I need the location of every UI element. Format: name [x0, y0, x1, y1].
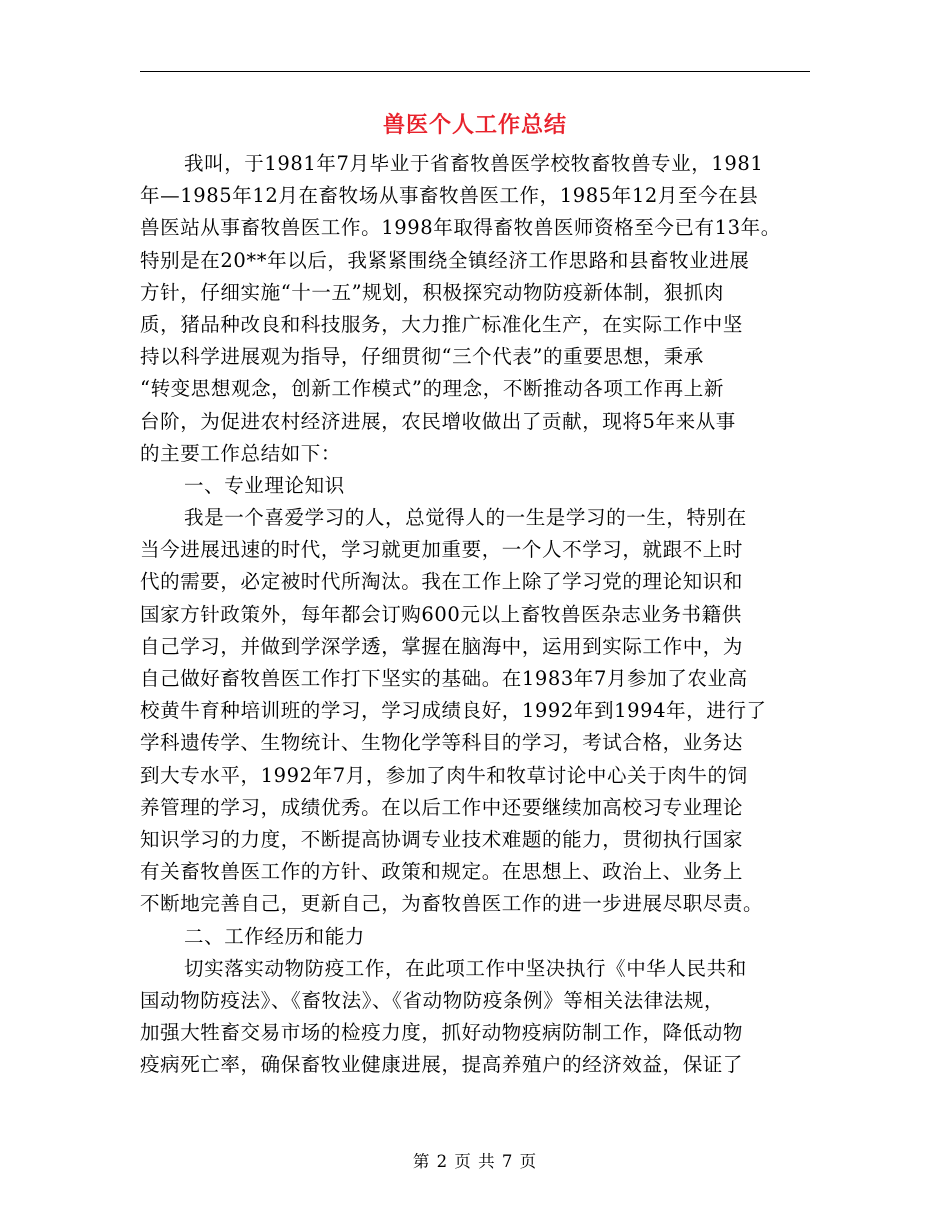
paragraph-line: 国家方针政策外，每年都会订购600元以上畜牧兽医杂志业务书籍供: [140, 602, 742, 626]
paragraph-line: 我叫，于1981年7月毕业于省畜牧兽医学校牧畜牧兽专业，1981: [184, 152, 764, 175]
paragraph-line: 养管理的学习，成绩优秀。在以后工作中还要继续加高校习专业理论: [140, 795, 744, 819]
paragraph-line: 有关畜牧兽医工作的方针、政策和规定。在思想上、政治上、业务上: [140, 860, 744, 884]
paragraph-line: 到大专水平，1992年7月，参加了肉牛和牧草讨论中心关于肉牛的饲: [140, 763, 748, 787]
paragraph-line: 自己做好畜牧兽医工作打下坚实的基础。在1983年7月参加了农业高: [140, 667, 748, 690]
paragraph-line: 疫病死亡率，确保畜牧业健康进展，提高养殖户的经济效益，保证了: [140, 1053, 744, 1077]
paragraph-line: 兽医站从事畜牧兽医工作。1998年取得畜牧兽医师资格至今已有13年。: [140, 216, 781, 240]
document-title: 兽医个人工作总结: [382, 112, 567, 138]
paragraph-line: 特别是在20**年以后，我紧紧围绕全镇经济工作思路和县畜牧业进展: [140, 248, 750, 272]
paragraph-line: 方针，仔细实施“十一五”规划，积极探究动物防疫新体制，狠抓肉: [140, 280, 724, 304]
paragraph-line: 代的需要，必定被时代所淘汰。我在工作上除了学习党的理论知识和: [140, 570, 744, 594]
paragraph-line: 学科遗传学、生物统计、生物化学等科目的学习，考试合格，业务达: [140, 731, 744, 755]
paragraph-line: 当今进展迅速的时代，学习就更加重要，一个人不学习，就跟不上时: [140, 538, 744, 562]
paragraph-line: 切实落实动物防疫工作，在此项工作中坚决执行《中华人民共和: [184, 956, 747, 980]
page-number-footer: 第 2 页 共 7 页: [412, 1152, 538, 1171]
paragraph-line: 校黄牛育种培训班的学习，学习成绩良好，1992年到1994年，进行了: [140, 699, 767, 723]
paragraph-line: 的主要工作总结如下：: [140, 441, 342, 465]
section-heading: 二、工作经历和能力: [184, 924, 365, 948]
paragraph-line: 加强大牲畜交易市场的检疫力度，抓好动物疫病防制工作，降低动物: [140, 1021, 744, 1045]
paragraph-line: 知识学习的力度，不断提高协调专业技术难题的能力，贯彻执行国家: [140, 827, 744, 851]
paragraph-line: 台阶，为促进农村经济进展，农民增收做出了贡献，现将5年来从事: [140, 409, 736, 433]
paragraph-line: 年—1985年12月在畜牧场从事畜牧兽医工作，1985年12月至今在县: [140, 184, 759, 208]
paragraph-line: 质，猪品种改良和科技服务，大力推广标准化生产，在实际工作中坚: [140, 312, 744, 336]
header-rule: [140, 71, 810, 72]
section-heading: 一、专业理论知识: [184, 473, 345, 497]
paragraph-line: 持以科学进展观为指导，仔细贯彻“三个代表”的重要思想，秉承: [140, 345, 704, 369]
paragraph-line: 国动物防疫法》、《畜牧法》、《省动物防疫条例》等相关法律法规，: [140, 988, 725, 1012]
paragraph-line: “转变思想观念，创新工作模式”的理念，不断推动各项工作再上新: [140, 377, 724, 401]
paragraph-line: 不断地完善自己，更新自己，为畜牧兽医工作的进一步进展尽职尽责。: [140, 892, 764, 916]
paragraph-line: 自己学习，并做到学深学透，掌握在脑海中，运用到实际工作中，为: [140, 634, 744, 658]
document-body: [140, 148, 820, 1081]
paragraph-line: 我是一个喜爱学习的人，总觉得人的一生是学习的一生，特别在: [184, 506, 747, 530]
